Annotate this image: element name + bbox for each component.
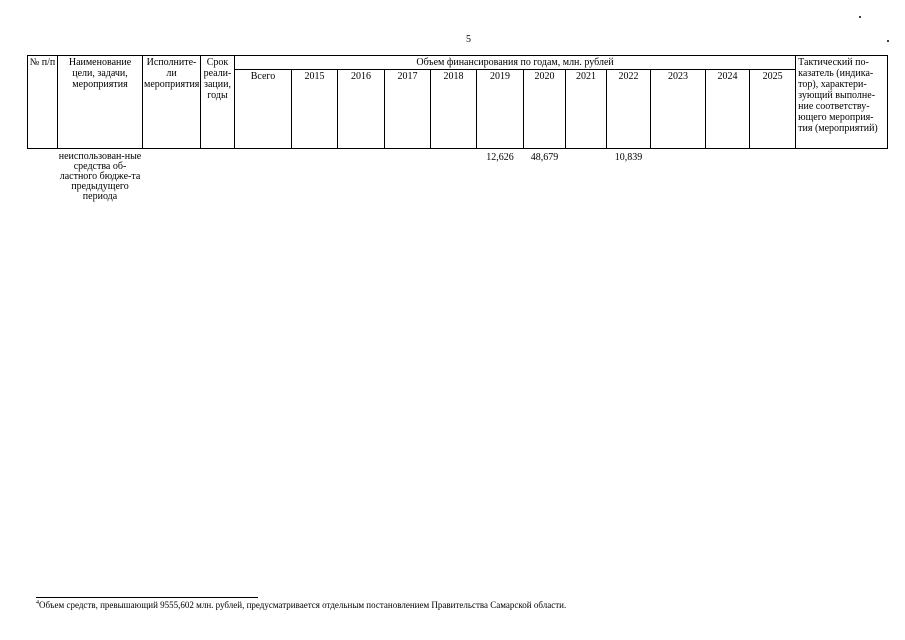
header-tactical: Тактический по-казатель (индика-тор), характери-зующий выполне-ние соответству-ющего мероприя-тия (мероприятий): [796, 56, 888, 149]
footnote-marker: 4: [36, 600, 39, 606]
cell-2021: [566, 149, 607, 203]
cell-period: [201, 149, 235, 203]
footnote-text: Объем средств, превышающий 9555,602 млн. рублей, предусматривается отдельным постановлением Правительства Самарской области.: [39, 600, 567, 610]
header-year-2015: 2015: [292, 70, 338, 149]
header-total: Всего: [235, 70, 292, 149]
cell-name: неиспользован-ные средства об-ластного бюдже-та предыдущего периода: [58, 151, 142, 202]
cell-2019: 12,626: [486, 152, 514, 163]
header-year-2017: 2017: [385, 70, 431, 149]
cell-2023: [651, 149, 706, 203]
cell-executor: [143, 149, 201, 203]
page-number: 5: [466, 34, 471, 45]
cell-2022: 10,839: [614, 152, 643, 163]
header-year-2022: 2022: [607, 70, 651, 149]
header-year-2018: 2018: [431, 70, 477, 149]
financing-table: [27, 55, 888, 202]
header-year-2016: 2016: [338, 70, 385, 149]
header-period: Срок реали-зации, годы: [201, 56, 235, 149]
cell-2018: [431, 149, 477, 203]
cell-num: [28, 149, 58, 203]
cell-2016: [338, 149, 385, 203]
cell-total: [235, 149, 292, 203]
header-year-2021: 2021: [566, 70, 607, 149]
header-name: Наименование цели, задачи, мероприятия: [58, 56, 143, 149]
header-year-2019: 2019: [477, 70, 524, 149]
cell-2024: [706, 149, 750, 203]
scan-speck: [887, 40, 889, 42]
header-executor: Исполните-ли мероприятия: [143, 56, 201, 149]
cell-2017: [385, 149, 431, 203]
header-num: № п/п: [28, 56, 58, 149]
header-year-2024: 2024: [706, 70, 750, 149]
header-year-2025: 2025: [750, 70, 796, 149]
header-year-2020: 2020: [524, 70, 566, 149]
header-year-2023: 2023: [651, 70, 706, 149]
cell-2015: [292, 149, 338, 203]
footnote-separator: [36, 597, 258, 598]
footnote: [36, 600, 566, 610]
header-funding: Объем финансирования по годам, млн. рублей: [235, 56, 796, 70]
scan-speck: [859, 16, 861, 18]
table-row: [28, 149, 888, 203]
cell-2025: [750, 149, 796, 203]
cell-tactical: [796, 149, 888, 203]
cell-2020: 48,679: [530, 152, 559, 163]
